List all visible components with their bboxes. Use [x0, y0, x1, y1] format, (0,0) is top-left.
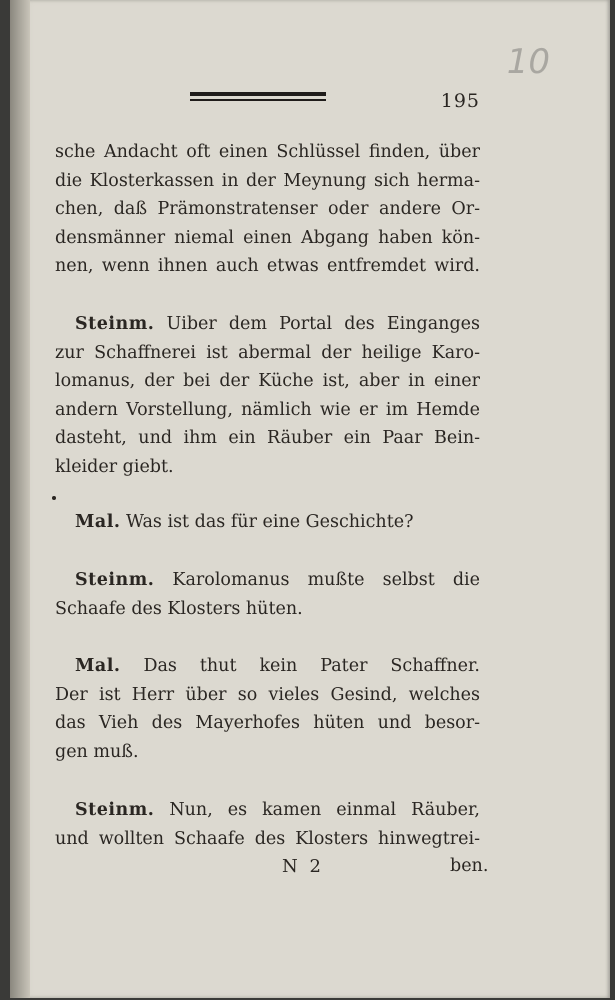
text-line: nen, wenn ihnen auch etwas entfremdet wird. [55, 256, 480, 276]
text-line [55, 566, 480, 595]
text-line: das Vieh des Mayerhofes hüten und besor- [55, 713, 480, 733]
book-page [10, 0, 610, 998]
text-line: zur Schaffnerei ist abermal der heilige Karo- [55, 342, 480, 363]
paragraph-3 [55, 508, 480, 537]
text-line: andern Vorstellung, nämlich wie er im Hemde [55, 399, 480, 420]
paragraph-5 [55, 652, 480, 766]
paragraph-2 [55, 310, 480, 481]
text-line [55, 310, 480, 339]
text-line-content: Uiber dem Portal des Einganges [166, 314, 480, 334]
text-line: Der ist Herr über so vieles Gesind, welches [55, 684, 480, 705]
speaker-name: Mal. [75, 512, 121, 532]
header-rule [190, 92, 326, 102]
speaker-name: Steinm. [75, 800, 155, 820]
text-line [55, 652, 480, 681]
text-line [55, 508, 480, 537]
text-line-content: Nun, es kamen einmal Räuber, [169, 800, 480, 820]
speaker-name: Mal. [75, 656, 121, 676]
speaker-name: Steinm. [75, 314, 155, 334]
paragraph-1 [55, 138, 480, 281]
page-gutter [10, 0, 30, 998]
paragraph-4 [55, 566, 480, 623]
text-line: dasteht, und ihm ein Räuber ein Paar Bein- [55, 428, 480, 448]
page-number: 195 [440, 90, 480, 112]
text-line: Schaafe des Klosters hüten. [55, 598, 303, 619]
text-line-content: Karolomanus mußte selbst die [172, 570, 480, 590]
text-line [55, 796, 480, 825]
text-line-content: Was ist das für eine Geschichte? [126, 512, 414, 532]
speaker-name: Steinm. [75, 570, 155, 590]
text-line: und wollten Schaafe des Klosters hinwegtrei- [55, 828, 480, 849]
paragraph-6 [55, 796, 480, 853]
catchword: ben. [450, 856, 489, 876]
text-line: die Klosterkassen in der Meynung sich herma- [55, 170, 480, 191]
text-line-content: Das thut kein Pater Schaffner. [143, 656, 480, 676]
text-line: densmänner niemal einen Abgang haben kön- [55, 227, 480, 248]
text-line: gen muß. [55, 741, 139, 762]
ink-dot [52, 496, 56, 500]
signature-mark: N 2 [282, 856, 324, 877]
text-line: chen, daß Prämonstratenser oder andere Or- [55, 199, 480, 219]
header-rule-thin [190, 99, 326, 101]
text-line: sche Andacht oft einen Schlüssel finden, über [55, 142, 480, 162]
header-rule-thick [190, 92, 326, 96]
pencil-folio-mark: 10 [506, 42, 550, 82]
text-line: lomanus, der bei der Küche ist, aber in einer [55, 371, 480, 391]
text-line: kleider giebt. [55, 456, 174, 477]
